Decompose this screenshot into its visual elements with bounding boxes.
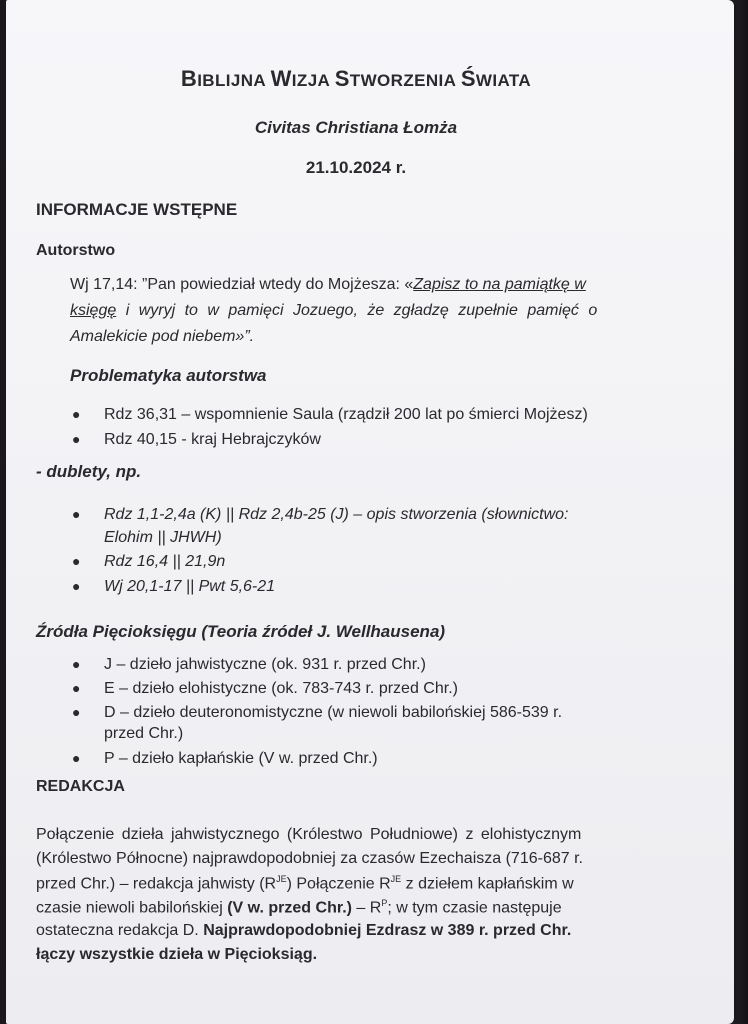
doublet-item: Rdz 1,1-2,4a (K) || Rdz 2,4b-25 (J) – opis stworzenia (słownictwo: [104, 506, 569, 523]
quote-line-2: księgę i wyryj to w pamięci Jozuego, że zgładzę zupełnie pamięć o [70, 302, 598, 319]
redaction-line-3: przed Chr.) – redakcja jahwisty $(R^{JE})$ Połączenie $R^{JE}$ z dziełem kapłańskim w [36, 874, 574, 893]
authorship-heading: Autorstwo [36, 242, 116, 259]
redaction-heading: REDAKCJA [36, 778, 125, 795]
redaction-line-5: ostateczna redakcja D. Najprawdopodobniej Ezdrasz w 389 r. przed Chr. [36, 922, 572, 939]
bullet-icon: ● [72, 656, 81, 672]
source-item-continuation: przed Chr.) [104, 725, 184, 742]
document-subtitle: Civitas Christiana Łomża [254, 118, 458, 137]
section-heading-intro: INFORMACJE WSTĘPNE [36, 200, 238, 219]
problem-item: Rdz 36,31 – wspomnienie Saula (rządził 200 lat po śmierci Mojżesz) [104, 406, 588, 423]
paper-sheet [6, 0, 734, 1024]
source-item: E – dzieło elohistyczne (ok. 783-743 r. przed Chr.) [104, 680, 458, 697]
redaction-line-6: łączy wszystkie dzieła w Pięcioksiąg. [36, 946, 318, 963]
redaction-line-1: Połączenie dzieła jahwistycznego (Królestwo Południowe) z elohistycznym [36, 826, 582, 843]
doublet-item: Wj 20,1-17 || Pwt 5,6-21 [104, 578, 276, 595]
bullet-icon: ● [72, 680, 81, 696]
problem-item: Rdz 40,15 - kraj Hebrajczyków [104, 431, 321, 448]
source-item: P – dzieło kapłańskie (V w. przed Chr.) [104, 750, 378, 767]
source-item: J – dzieło jahwistyczne (ok. 931 r. przed Chr.) [104, 656, 426, 673]
bullet-icon: ● [72, 704, 81, 720]
bullet-icon: ● [72, 506, 81, 522]
document-title: BIBLIJNA WIZJA STWORZENIA ŚWIATA [180, 66, 532, 91]
bullet-icon: ● [72, 750, 81, 766]
redaction-line-2: (Królestwo Północne) najprawdopodobniej za czasów Ezechaisza (716-687 r. [36, 850, 583, 867]
doublet-item-continuation: Elohim || JHWH) [104, 529, 222, 546]
quote-line-1: Wj 17,14: ”Pan powiedział wtedy do Mojżesza: «Zapisz to na pamiątkę w [70, 276, 586, 293]
doublets-heading: - dublety, np. [36, 462, 142, 481]
redaction-line-4: czasie niewoli babilońskiej (V w. przed $Chr.) - R^P$; w tym czasie następuje [36, 898, 562, 917]
bullet-icon: ● [72, 431, 81, 447]
bullet-icon: ● [72, 406, 81, 422]
doublet-item: Rdz 16,4 || 21,9n [104, 553, 226, 570]
bullet-icon: ● [72, 553, 81, 569]
bullet-icon: ● [72, 578, 81, 594]
sources-heading: Źródła Pięcioksięgu (Teoria źródeł J. Wellhausena) [36, 622, 446, 641]
document-date: 21.10.2024 r. [305, 158, 407, 177]
source-item: D – dzieło deuteronomistyczne (w niewoli babilońskiej 586-539 r. [104, 704, 563, 721]
quote-line-3: Amalekicie pod niebem»”. [70, 328, 255, 345]
problem-heading: Problematyka autorstwa [70, 366, 267, 385]
